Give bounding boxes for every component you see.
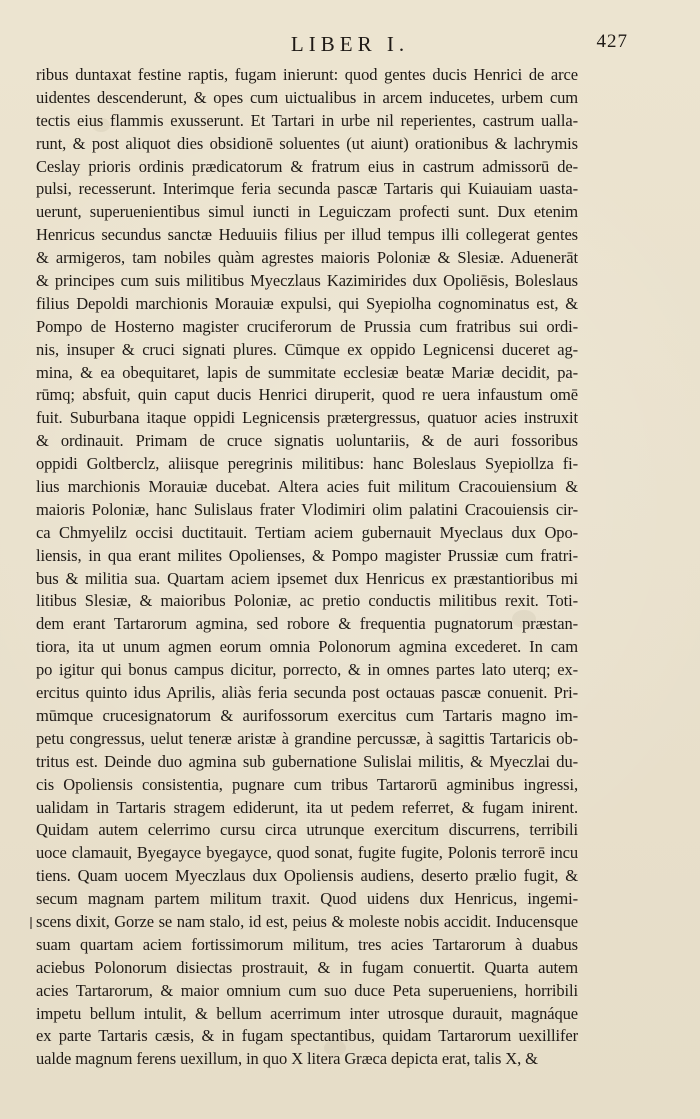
text-line: dem erant Tartarorum agmina, sed robore & frequentia pugnatorum præstan-	[36, 614, 578, 634]
text-line: & armigeros, tam nobiles quàm agrestes maioris Poloniæ & Slesiæ. Aduenerāt	[36, 248, 578, 268]
text-line: ualde magnum ferens uexillum, in quo X litera Græca depicta erat, talis X, &	[36, 1049, 538, 1069]
text-line: po igitur qui bonus campus dicitur, porrecto, & in omnes partes lato uterq; ex-	[36, 660, 578, 680]
text-line: uoce clamauit, Byegayce byegayce, quod sonat, fugite fugite, Polonis terrorē incu	[36, 843, 578, 863]
text-line: runt, & post aliquot dies obsidionē soluentes (ut aiunt) orationibus & lachrymis	[36, 133, 578, 153]
text-line: uidentes descenderunt, & opes cum uictualibus in arcem inducetes, urbem cum	[36, 87, 578, 107]
text-line: Pompo de Hosterno magister cruciferorum de Prussia cum fratribus sui ordi-	[36, 316, 578, 336]
text-line: cis Opoliensis consistentia, pugnare cum tribus Tartarorū agminibus ingressi,	[36, 774, 578, 794]
text-line: ex parte Tartaris cæsis, & in fugam spectantibus, quidam Tartarorum uexillifer	[36, 1026, 578, 1046]
text-line: tectis eius flammis exusserunt. Et Tartari in urbe nil reperientes, castrum ualla-	[36, 110, 578, 130]
text-line: mūmque crucesignatorum & aurifossorum exercitus cum Tartaris magno im-	[36, 705, 578, 725]
text-line: lius marchionis Morauiæ ducebat. Altera acies fuit militum Cracouiensium &	[36, 477, 578, 497]
text-line: Ceslay prioris ordinis prædicatorum & fratrum eius in castrum admissorū de-	[36, 156, 578, 176]
text-line: mina, & ea obequitaret, lapis de summitate ecclesiæ beatæ Mariæ decidit, pa-	[36, 362, 578, 382]
text-line: fuit. Suburbana itaque oppidi Legnicensis prætergressus, quatuor acies instruxit	[36, 408, 578, 428]
text-line: bus & militia sua. Quartam aciem ipsemet dux Henricus ex præstantioribus mi	[36, 568, 578, 588]
text-line: & principes cum suis militibus Myeczlaus Kazimirides dux Opoliēsis, Boleslaus	[36, 271, 578, 291]
text-line: impetu bellum intulit, & bellum acerrimum inter utrosque durauit, magnáque	[36, 1003, 578, 1023]
margin-mark	[30, 917, 32, 929]
text-line: nis, insuper & cruci signati plures. Cūmque ex oppido Legnicensi duceret ag-	[36, 339, 578, 359]
text-line: tiens. Quam uocem Myeczlaus dux Opoliensis audiens, deserto prælio fugit, &	[36, 866, 578, 886]
text-line: oppidi Goltberclz, aliisque peregrinis militibus: hanc Boleslaus Syepiollza fi-	[36, 454, 578, 474]
text-line: litibus Slesiæ, & maioribus Poloniæ, ac pretio conductis militibus rexit. Toti-	[36, 591, 578, 611]
text-line: tritus est. Deinde duo agmina sub gubernatione Sulislai militis, & Myeczlai du-	[36, 751, 578, 771]
text-line: ca Chmyelilz occisi ductitauit. Tertiam aciem gubernauit Myeclaus dux Opo-	[36, 522, 578, 542]
text-line: Quidam autem celerrimo cursu circa utrunque exercitum discurrens, terribili	[36, 820, 578, 840]
body-text	[36, 64, 578, 1071]
text-line: rūmq; absfuit, quin caput ducis Henrici diruperit, quod re uera infaustum omē	[36, 385, 578, 405]
text-line: ribus duntaxat festine raptis, fugam inierunt: quod gentes ducis Henrici de arce	[36, 65, 578, 84]
text-line: petu congressus, uelut teneræ aristæ à grandine percussæ, à sagittis Tartaricis ob-	[36, 728, 578, 748]
text-line: ercitus quinto idus Aprilis, aliàs feria secunda post octauas pascæ conuenit. Pri-	[36, 683, 578, 703]
text-line: Henricus secundus sanctæ Heduuiis filius per illud tempus illi collegerat gentes	[36, 225, 578, 245]
text-line: pulsi, recesserunt. Interimque feria secunda pascæ Tartaris qui Kuiauiam uasta-	[36, 179, 578, 199]
page-number: 427	[596, 31, 628, 52]
text-line: filius Depoldi marchionis Morauiæ expulsi, qui Syepiolha cognominatus est, &	[36, 293, 578, 313]
text-line: secum magnam partem militum traxit. Quod uidens dux Henricus, ingemi-	[36, 889, 578, 909]
text-line: ualidam in Tartaris stragem ediderunt, ita ut pedem referret, & fugam inirent.	[36, 797, 578, 817]
text-line: aciebus Polonorum disiectas prostrauit, & in fugam conuertit. Quarta autem	[36, 957, 578, 977]
text-line: liensis, in qua erant milites Opolienses, & Pompo magister Prussiæ cum fratri-	[36, 545, 578, 565]
text-line: tiora, ita ut unum agmen eorum omnia Polonorum agmina excederet. In cam	[36, 637, 578, 657]
text-line: uerunt, superuenientibus simul iuncti in Leguiczam profecti sunt. Dux etenim	[36, 202, 578, 222]
page-header-title: LIBER I.	[290, 32, 410, 56]
text-line: acies Tartarorum, & maior omnium cum suo duce Peta superueniens, horribili	[36, 980, 578, 1000]
text-line: suam quartam aciem fortissimorum militum, tres acies Tartarorum à duabus	[36, 934, 578, 954]
text-line: scens dixit, Gorze se nam stalo, id est, peius & moleste nobis accidit. Inducensque	[36, 911, 578, 931]
text-line: maioris Poloniæ, hanc Sulislaus frater Vlodimiri olim palatini Cracouiensis cir-	[36, 499, 578, 519]
text-line: & ordinauit. Primam de cruce signatis uoluntariis, & de auri fossoribus	[36, 431, 578, 451]
